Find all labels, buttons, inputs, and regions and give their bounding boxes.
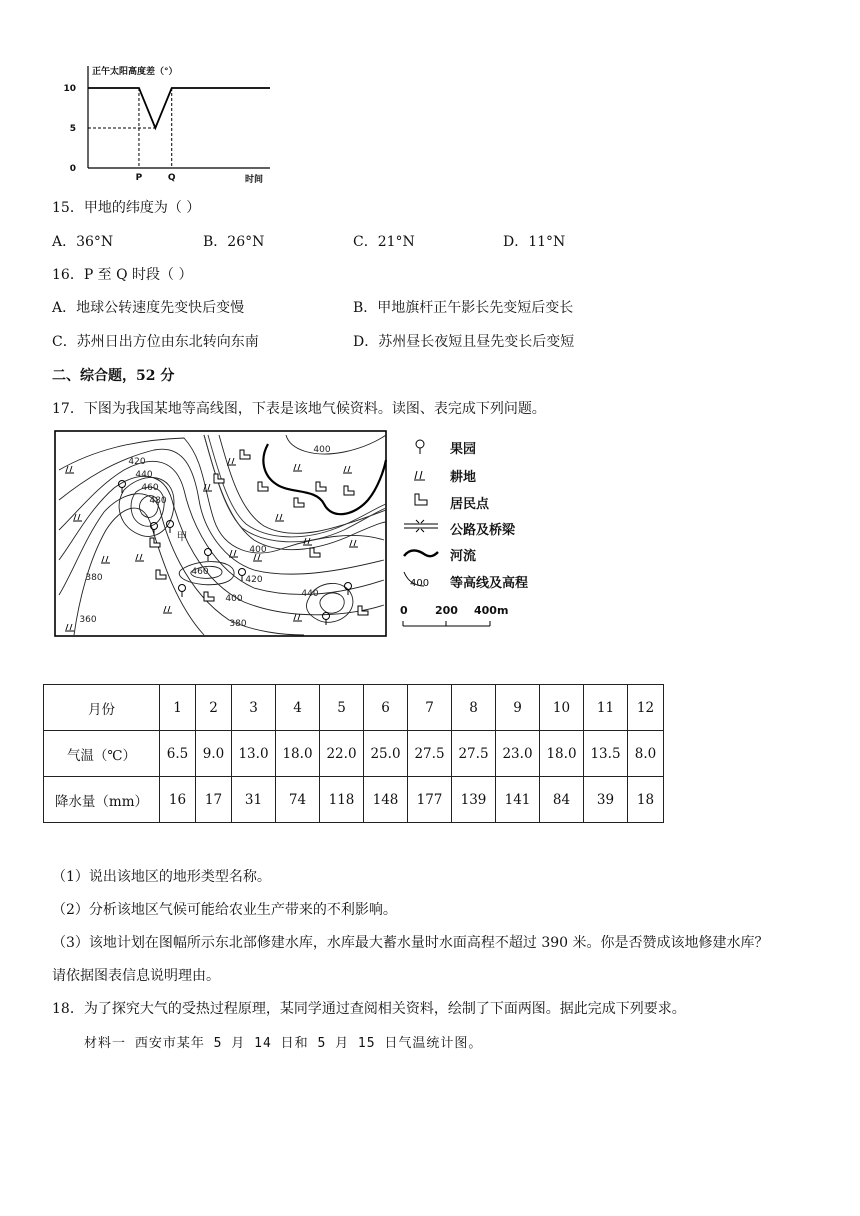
table-cell: 11 [584,685,628,731]
table-cell: 177 [408,777,452,823]
table-cell: 7 [408,685,452,731]
contour-label: 440 [301,589,319,599]
q18-material-1: 材料一 西安市某年 5 月 14 日和 5 月 15 日气温统计图。 [84,1036,483,1051]
table-row-months [44,685,664,731]
table-cell: 4 [276,685,320,731]
table-cell: 3 [232,685,276,731]
x-tick-label-p: P [135,173,143,183]
x-axis-label: 时间 [245,175,264,185]
road [204,435,386,542]
contour-label: 380 [85,573,103,583]
table-row-temperature [44,731,664,777]
table-header-cell: 降水量（mm） [44,777,160,823]
table-cell: 25.0 [364,731,408,777]
table-cell: 13.0 [232,731,276,777]
contour-label: 460 [191,567,209,577]
q15-option-c[interactable]: C．21°N [353,234,415,250]
table-cell: 6.5 [160,731,196,777]
farmland-symbols [65,458,358,631]
q15-option-b[interactable]: B．26°N [203,234,265,250]
q15-option-a[interactable]: A．36°N [52,234,114,250]
contour-label: 420 [245,575,263,585]
table-row-precipitation [44,777,664,823]
q16-option-a[interactable]: A．地球公转速度先变快后变慢 [52,300,245,316]
table-cell: 22.0 [320,731,364,777]
point-jia-label: 甲 [176,530,188,543]
series-line [88,88,270,128]
legend-label-road: 公路及桥梁 [450,523,516,538]
y-axis-label: 正午太阳高度差（°） [92,67,178,77]
table-cell: 18.0 [540,731,584,777]
legend-label-settlement: 居民点 [450,497,490,512]
table-cell: 13.5 [584,731,628,777]
table-cell: 6 [364,685,408,731]
contour-label: 460 [141,483,159,493]
table-cell: 148 [364,777,408,823]
table-cell: 5 [320,685,364,731]
table-cell: 18 [628,777,664,823]
table-header-cell: 月份 [44,685,160,731]
q17-sub3-line1: （3）该地计划在图幅所示东北部修建水库，水库最大蓄水量时水面高程不超过 390 米。你是否赞成该地修建水库？ [52,935,769,951]
legend-label-farmland: 耕地 [450,470,477,485]
farmland-icon [414,471,425,480]
table-cell: 9.0 [196,731,232,777]
table-header-cell: 气温（℃） [44,731,160,777]
x-tick-label-q: Q [167,173,176,183]
chart-marks [88,88,270,168]
q17-sub2: （2）分析该地区气候可能给农业生产带来的不利影响。 [52,902,397,918]
contour-label: 400 [225,594,243,604]
table-cell: 118 [320,777,364,823]
scale-bar [400,618,510,630]
q17-sub3-line2: 请依据图表信息说明理由。 [52,968,220,984]
table-cell: 8 [452,685,496,731]
q15-stem: 15．甲地的纬度为（ ） [52,200,201,216]
scale-label-0: 0 [400,604,408,617]
contour-lines [59,435,386,635]
q15-option-d[interactable]: D．11°N [503,234,566,250]
scale-label-200: 200 [435,604,458,617]
table-cell: 23.0 [496,731,540,777]
chart-axes [63,65,270,185]
table-cell: 84 [540,777,584,823]
table-cell: 74 [276,777,320,823]
contour-label: 380 [229,619,247,629]
table-cell: 141 [496,777,540,823]
contour-label: 400 [313,445,331,455]
table-cell: 16 [160,777,196,823]
table-cell: 17 [196,777,232,823]
table-cell: 1 [160,685,196,731]
q16-stem: 16．P 至 Q 时段（ ） [52,267,193,283]
section-heading: 二、综合题，52 分 [52,368,175,384]
table-cell: 10 [540,685,584,731]
river-icon [404,551,438,557]
orchard-icon [179,585,186,598]
q18-stem: 18．为了探究大气的受热过程原理，某同学通过查阅相关资料，绘制了下面两图。据此完成下列要求。 [52,1001,686,1017]
y-tick-label: 0 [69,164,76,174]
contour-label: 420 [128,457,146,467]
table-cell: 139 [452,777,496,823]
scale-label-400: 400m [474,604,509,617]
q16-option-d[interactable]: D．苏州昼长夜短且昼先变长后变短 [353,334,575,350]
table-cell: 39 [584,777,628,823]
y-tick-label: 5 [69,124,76,134]
contour-label: 440 [135,470,153,480]
table-cell: 27.5 [452,731,496,777]
climate-table [43,684,664,823]
table-cell: 18.0 [276,731,320,777]
orchard-icon [416,440,424,454]
solar-altitude-chart [60,58,280,188]
table-cell: 2 [196,685,232,731]
map-legend [400,430,560,620]
table-cell: 9 [496,685,540,731]
legend-contour-value: 400 [410,578,430,589]
contour-label: 400 [249,545,267,555]
q17-stem: 17．下图为我国某地等高线图，下表是该地气候资料。读图、表完成下列问题。 [52,401,546,417]
legend-label-contour: 等高线及高程 [450,576,529,591]
legend-label-orchard: 果园 [450,442,477,457]
table-cell: 8.0 [628,731,664,777]
legend-label-river: 河流 [450,549,477,564]
contour-label: 480 [149,496,167,506]
q16-option-b[interactable]: B．甲地旗杆正午影长先变短后变长 [353,300,574,316]
q16-option-c[interactable]: C．苏州日出方位由东北转向东南 [52,334,259,350]
table-cell: 12 [628,685,664,731]
contour-label: 360 [79,615,97,625]
road-bridge-icon [404,520,438,532]
table-cell: 27.5 [408,731,452,777]
y-tick-label: 10 [63,84,76,94]
contour-map [54,430,388,638]
table-cell: 31 [232,777,276,823]
settlement-icon [415,494,427,505]
q17-sub1: （1）说出该地区的地形类型名称。 [52,869,271,885]
